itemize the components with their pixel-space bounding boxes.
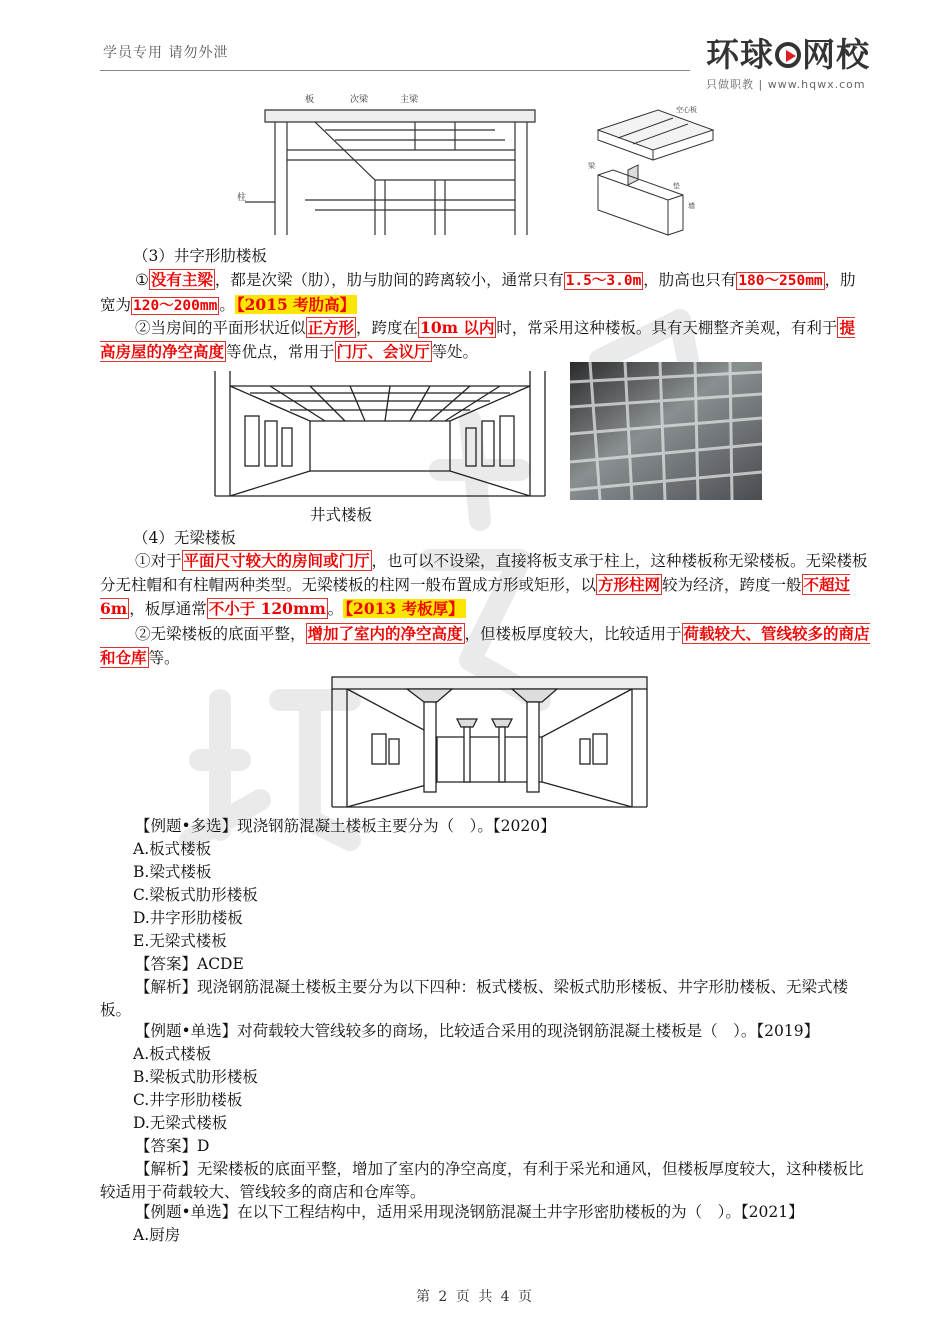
hollow-slab-diagram xyxy=(588,100,718,240)
header-divider xyxy=(100,70,690,71)
highlight-headroom: 提高房屋的净空高度 xyxy=(100,318,855,361)
figure-caption: 井式楼板 xyxy=(310,506,373,524)
label-zhu: 柱 xyxy=(237,193,247,203)
logo-text-b: 网校 xyxy=(802,35,870,74)
header-notice: 学员专用 请勿外泄 xyxy=(103,45,229,61)
section3-heading-text: （3）井字形肋楼板 xyxy=(133,247,267,265)
highlight-store: 荷载较大、管线较多的商店和仓库 xyxy=(100,624,870,667)
exam-tag-2013: 【2013 考板厚】 xyxy=(345,599,464,618)
highlight-span-6m: 不超过 6m xyxy=(100,575,851,618)
section3-heading xyxy=(100,245,870,268)
q1-option-a: A.板式楼板 xyxy=(133,840,212,858)
label-zhuliang: 主梁 xyxy=(400,95,419,105)
play-icon xyxy=(775,42,801,68)
highlight-hall: 门厅、会议厅 xyxy=(336,342,430,361)
label-dian: 垫 xyxy=(673,182,680,190)
q1-option-e: E.无梁式楼板 xyxy=(133,932,227,950)
highlight-square-grid: 方形柱网 xyxy=(598,575,661,594)
section4-para1: ①对于 平面尺寸较大的房间或门厅 ，也可以不设梁，直接将板支承于柱上，这种楼板称无梁楼板。无梁楼板分无柱帽和有柱帽两种类型。无梁楼板的柱网一般布置成方形或矩形，以 方形柱网 较为经济，跨度一般 不超过 6m ，板厚通常 不小于 120mm 。 【2013 考板厚】 xyxy=(100,551,868,618)
q2-option-c: C.井字形肋楼板 xyxy=(133,1091,243,1109)
label-liang: 梁 xyxy=(588,162,595,170)
q1-analysis: 【解析】现浇钢筋混凝土楼板主要分为以下四种：板式楼板、梁板式肋形楼板、井字形肋楼板、无梁式楼板。 xyxy=(100,978,849,1019)
q2-analysis: 【解析】无梁楼板的底面平整，增加了室内的净空高度，有利于采光和通风，但楼板厚度较大，这种楼板比较适用于荷载较大、管线较多的商店和仓库等。 xyxy=(100,1160,864,1201)
highlight-rib-height: 180～250mm xyxy=(738,273,823,289)
section3-para2: ②当房间的平面形状近似 正方形 ，跨度在 10m 以内 时，常采用这种楼板。具有天棚整齐美观，有利于 提高房屋的净空高度 等优点，常用于 门厅、会议厅 等处。 xyxy=(100,318,855,361)
page-number: 第 2 页 共 4 页 xyxy=(415,1289,535,1305)
brand-logo xyxy=(706,36,876,92)
highlight-thickness: 不小于 120mm xyxy=(208,599,326,618)
q2-option-b: B.梁板式肋形楼板 xyxy=(133,1068,258,1086)
section4-heading xyxy=(100,527,870,550)
logo-slogan: 只做职教 | www.hqwx.com xyxy=(706,78,866,91)
label-ban: 板 xyxy=(305,95,315,105)
exam-tag-2015: 【2015 考肋高】 xyxy=(236,295,356,314)
q1-option-c: C.梁板式肋形楼板 xyxy=(133,886,258,904)
highlight-no-main-beam: 没有主梁 xyxy=(150,270,213,289)
section4-heading-text: （4）无梁楼板 xyxy=(133,529,236,547)
highlight-span-10m: 10m 以内 xyxy=(420,318,495,337)
beam-slab-diagram xyxy=(235,90,555,240)
section4-para2: ②无梁楼板的底面平整， 增加了室内的净空高度 ，但楼板厚度较大，比较适用于 荷载较大、管线较多的商店和仓库 等。 xyxy=(100,624,870,667)
q1-stem: 【例题•多选】现浇钢筋混凝土楼板主要分为（ ）。【2020】 xyxy=(135,817,556,835)
highlight-headroom-2: 增加了室内的净空高度 xyxy=(307,624,463,643)
highlight-square: 正方形 xyxy=(307,318,355,337)
section3-para1: ① 没有主梁 ，都是次梁（肋），肋与肋间的跨离较小，通常只有 1.5～3.0m ，肋高也只有 180～250mm ，肋宽为 120～200mm 。 【2015 考肋高】 xyxy=(100,270,856,314)
label-wall: 墙 xyxy=(688,202,695,210)
q1-answer: 【答案】ACDE xyxy=(135,955,244,973)
logo-text-a: 环球 xyxy=(706,35,774,74)
flat-slab-drawing xyxy=(327,672,652,810)
highlight-rib-width: 120～200mm xyxy=(133,298,218,314)
highlight-large-room: 平面尺寸较大的房间或门厅 xyxy=(183,551,370,570)
q2-stem: 【例题•单选】对荷载较大管线较多的商场，比较适合采用的现浇钢筋混凝土楼板是（ ）。【2019】 xyxy=(135,1022,820,1040)
q1-option-b: B.梁式楼板 xyxy=(133,863,212,881)
waffle-slab-drawing xyxy=(210,366,550,501)
q3-stem: 【例题•单选】在以下工程结构中，适用采用现浇钢筋混凝土井字形密肋楼板的为（ ）。【2021】 xyxy=(135,1203,804,1221)
waffle-ceiling-photo xyxy=(570,362,762,500)
label-ciliang: 次梁 xyxy=(350,95,369,105)
label-kongxinban: 空心板 xyxy=(676,106,697,114)
q2-option-a: A.板式楼板 xyxy=(133,1045,212,1063)
q3-option-a: A.厨房 xyxy=(133,1226,181,1244)
q1-option-d: D.井字形肋楼板 xyxy=(133,909,243,927)
q2-answer: 【答案】D xyxy=(135,1137,210,1155)
q2-option-d: D.无梁式楼板 xyxy=(133,1114,228,1132)
highlight-rib-spacing: 1.5～3.0m xyxy=(565,273,642,289)
